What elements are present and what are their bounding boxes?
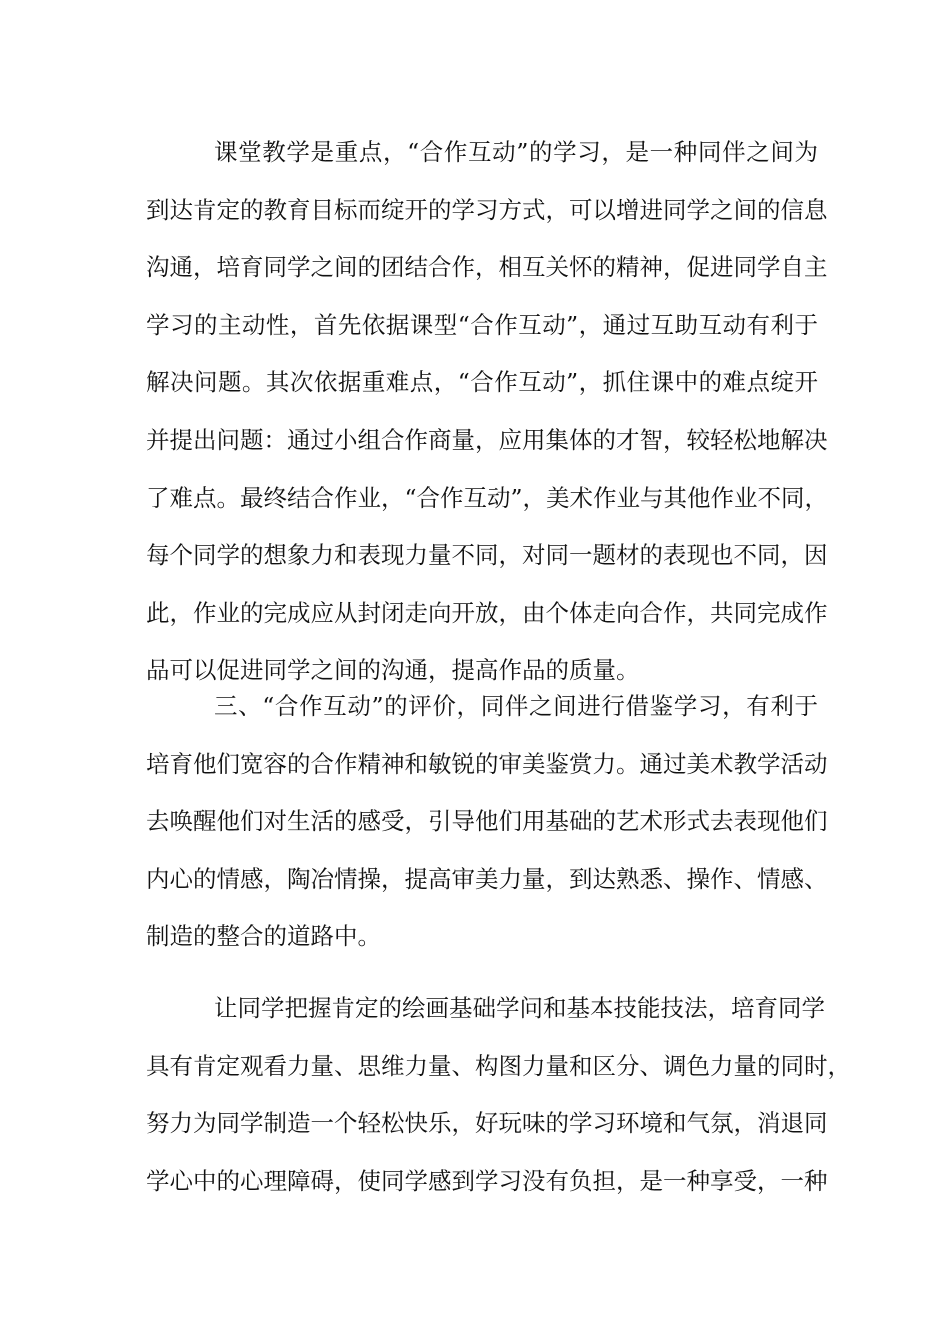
paragraph-line: 此，作业的完成应从封闭走向开放，由个体走向合作，共同完成作 [146,598,828,627]
paragraph-line: 学心中的心理障碍，使同学感到学习没有负担，是一种享受，一种 [146,1166,828,1195]
paragraph-line: 每个同学的想象力和表现力量不同，对同一题材的表现也不同，因 [146,541,828,570]
paragraph-line: 培育他们宽容的合作精神和敏锐的审美鉴赏力。通过美术教学活动 [146,749,828,778]
paragraph-1 [146,124,829,700]
paragraph-line: 三、“合作互动”的评价，同伴之间进行借鉴学习，有利于 [214,692,818,720]
paragraph-line: 努力为同学制造一个轻松快乐，好玩味的学习环境和气氛，消退同 [146,1109,828,1138]
paragraph-line: 制造的整合的道路中。 [146,922,381,951]
paragraph-line: 沟通，培育同学之间的团结合作，相互关怀的精神，促进同学自主 [146,253,828,282]
paragraph-line: 到达肯定的教育目标而绽开的学习方式，可以增进同学之间的信息 [146,195,828,224]
paragraph-line: 去唤醒他们对生活的感受，引导他们用基础的艺术形式去表现他们 [146,807,828,836]
paragraph-2 [146,678,828,966]
paragraph-line: 课堂教学是重点，“合作互动”的学习，是一种同伴之间为 [214,138,818,166]
paragraph-line: 了难点。最终结合作业，“合作互动”，美术作业与其他作业不同， [146,483,829,512]
paragraph-3 [146,980,851,1210]
paragraph-line: 解决问题。其次依据重难点，“合作互动”，抓住课中的难点绽开 [146,368,818,397]
paragraph-line: 品可以促进同学之间的沟通，提高作品的质量。 [146,656,640,685]
paragraph-line: 并提出问题：通过小组合作商量，应用集体的才智，较轻松地解决 [146,425,828,454]
paragraph-line: 让同学把握肯定的绘画基础学问和基本技能技法，培育同学 [214,994,825,1022]
paragraph-line: 内心的情感，陶冶情操，提高审美力量，到达熟悉、操作、情感、 [146,864,828,893]
paragraph-line: 具有肯定观看力量、思维力量、构图力量和区分、调色力量的同时， [146,1051,851,1080]
paragraph-line: 学习的主动性，首先依据课型“合作互动”，通过互助互动有利于 [146,310,818,339]
